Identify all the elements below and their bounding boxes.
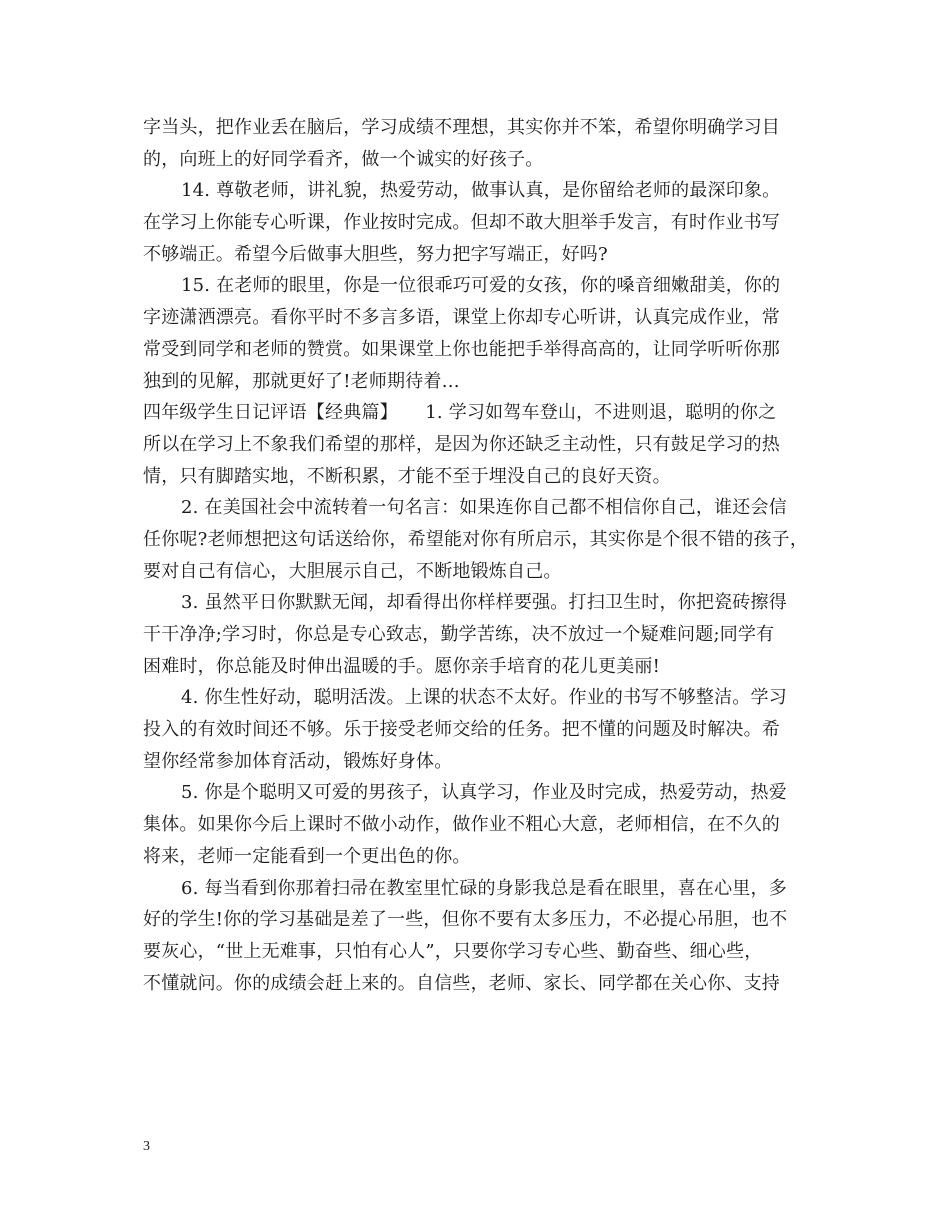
paragraph-start-line: 2. 在美国社会中流转着一句名言：如果连你自己都不相信你自己，谁还会信 xyxy=(181,497,787,519)
text-line: 字迹潇洒漂亮。看你平时不多言多语，课堂上你却专心听讲，认真完成作业，常 xyxy=(143,307,780,329)
text-line: 好的学生!你的学习基础是差了一些，但你不要有太多压力，不必提心吊胆，也不 xyxy=(143,909,788,931)
text-line: 在学习上你能专心听课，作业按时完成。但却不敢大胆举手发言，有时作业书写 xyxy=(143,212,780,234)
text-line: 困难时，你总能及时伸出温暖的手。愿你亲手培育的花儿更美丽! xyxy=(143,655,661,677)
paragraph-start-line: 4. 你生性好动，聪明活泼。上课的状态不太好。作业的书写不够整洁。学习 xyxy=(181,687,787,709)
text-line: 独到的见解，那就更好了!老师期待着… xyxy=(143,370,460,392)
text-line: 常受到同学和老师的赞赏。如果课堂上你也能把手举得高高的，让同学听听你那 xyxy=(143,338,780,360)
text-line: 的，向班上的好同学看齐，做一个诚实的好孩子。 xyxy=(143,148,544,170)
text-line: 字当头，把作业丢在脑后，学习成绩不理想，其实你并不笨，希望你明确学习目 xyxy=(143,117,780,138)
text-line: 集体。如果你今后上课时不做小动作，做作业不粗心大意，老师相信，在不久的 xyxy=(143,814,780,836)
text-line: 不够端正。希望今后做事大胆些，努力把字写端正，好吗? xyxy=(143,243,608,265)
paragraph-start-line: 14. 尊敬老师，讲礼貌，热爱劳动，做事认真，是你留给老师的最深印象。 xyxy=(181,180,781,202)
page-number: 3 xyxy=(143,1139,150,1154)
paragraph-start-line: 15. 在老师的眼里，你是一位很乖巧可爱的女孩，你的嗓音细嫩甜美，你的 xyxy=(181,275,781,297)
text-line: 干干净净;学习时，你总是专心致志，勤学苦练，决不放过一个疑难问题;同学有 xyxy=(143,624,775,645)
text-line: 要对自己有信心，大胆展示自己，不断地锻炼自己。 xyxy=(143,560,562,582)
text-line: 望你经常参加体育活动，锻炼好身体。 xyxy=(143,750,453,772)
text-line: 情，只有脚踏实地，不断积累，才能不至于埋没自己的良好天资。 xyxy=(143,465,671,487)
text-line: 将来，老师一定能看到一个更出色的你。 xyxy=(143,845,471,867)
text-line: 任你呢?老师想把这句话送给你，希望能对你有所启示，其实你是个很不错的孩子， xyxy=(143,528,809,550)
text-line: 要灰心，“世上无难事，只怕有心人”，只要你学习专心些、勤奋些、细心些， xyxy=(143,940,763,962)
document-body xyxy=(143,112,808,999)
text-line: 投入的有效时间还不够。乐于接受老师交给的任务。把不懂的问题及时解决。希 xyxy=(143,719,780,741)
text-line: 四年级学生日记评语【经典篇】 1. 学习如驾车登山，不进则退，聪明的你之 xyxy=(143,402,777,424)
text-line: 不懂就问。你的成绩会赶上来的。自信些，老师、家长、同学都在关心你、支持 xyxy=(143,972,780,994)
text-line: 所以在学习上不象我们希望的那样，是因为你还缺乏主动性，只有鼓足学习的热 xyxy=(143,433,780,455)
paragraph-start-line: 3. 虽然平日你默默无闻，却看得出你样样要强。打扫卫生时，你把瓷砖擦得 xyxy=(181,592,787,614)
paragraph-start-line: 6. 每当看到你那着扫帚在教室里忙碌的身影我总是看在眼里，喜在心里，多 xyxy=(181,877,787,899)
paragraph-start-line: 5. 你是个聪明又可爱的男孩子，认真学习，作业及时完成，热爱劳动，热爱 xyxy=(181,782,787,804)
